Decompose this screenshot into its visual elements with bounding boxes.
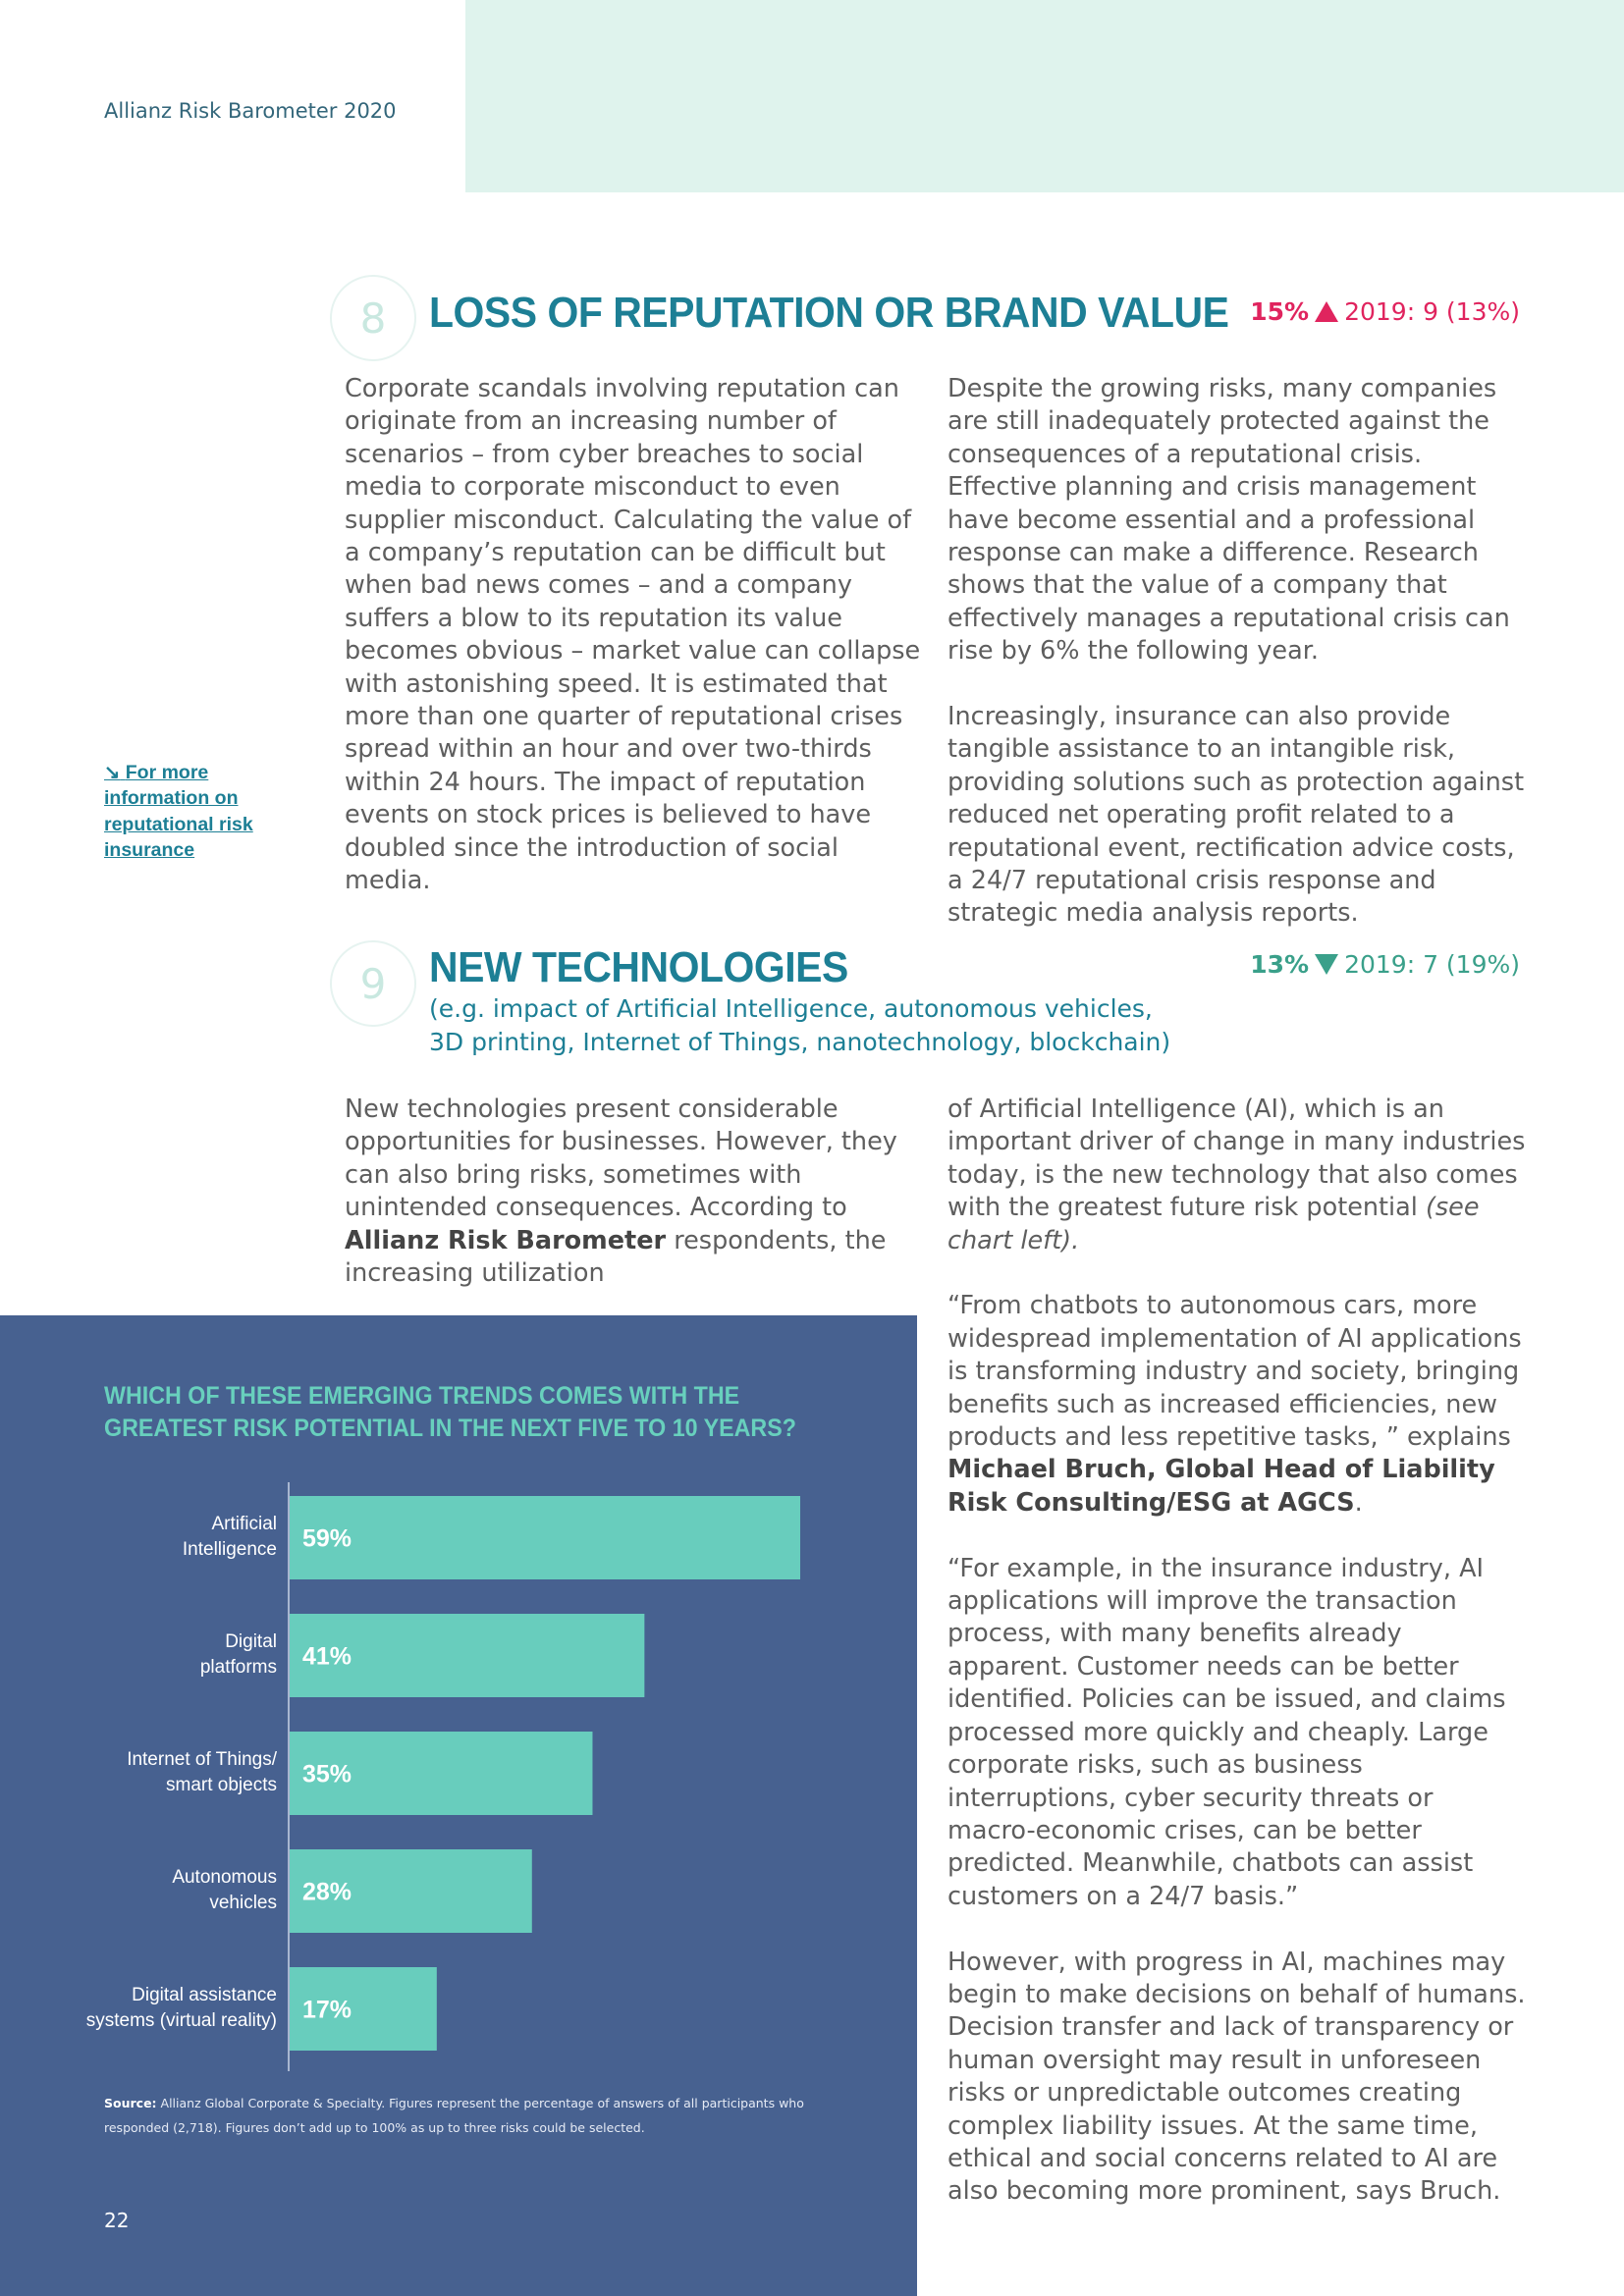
previous-ranking: 2019: 7 (19%): [1344, 950, 1520, 979]
bar-chart: [0, 1315, 917, 2091]
section-number-badge: 8: [330, 275, 416, 361]
chart-value-label: 41%: [302, 1642, 352, 1671]
ranking-percent: 15%: [1250, 297, 1310, 326]
paragraph: of Artificial Intelligence (AI), which is an important driver of change in many industries today, is the new technology that also comes with the greatest future risk potential (see chart left).: [947, 1095, 1526, 1255]
chart-category-label: systems (virtual reality): [85, 2010, 277, 2031]
chart-value-label: 35%: [302, 1760, 352, 1789]
chart-value-label: 28%: [302, 1878, 352, 1906]
ranking-percent: 13%: [1250, 950, 1310, 979]
paragraph: New technologies present considerable opportunities for businesses. However, they can also bring risks, sometimes with unintended consequences. According to Allianz Risk Barometer respondents, the increasing utilization: [345, 1095, 897, 1289]
chart-category-label: platforms: [199, 1657, 277, 1678]
paragraph: “From chatbots to autonomous cars, more widespread implementation of AI applications is transforming industry and society, bringing benefits such as increased efficiencies, new products and less repetitive tasks, ” explains Michael Bruch, Global Head of Liability Risk Consulting/ESG at AGCS.: [947, 1291, 1522, 1518]
paragraph: “For example, in the insurance industry, AI applications will improve the transaction process, with many benefits already apparent. Customer needs can be better identified. Policies can be issued, and claims processed more quickly and cheaply. Large corporate risks, such as business interruptions, cyber security threats or macro-economic crises, can be better predicted. Meanwhile, chatbots can assist customers on a 24/7 basis.”: [947, 1553, 1506, 1911]
section-subtitle: (e.g. impact of Artificial Intelligence, autonomous vehicles,: [429, 994, 1153, 1023]
chart-category-label: smart objects: [166, 1775, 277, 1795]
chart-bar: [290, 1496, 800, 1579]
chart-category-label: Intelligence: [182, 1539, 277, 1560]
section-number-badge: 9: [330, 940, 416, 1027]
section-subtitle: 3D printing, Internet of Things, nanotechnology, blockchain): [429, 1028, 1171, 1056]
more-info-link[interactable]: [104, 760, 291, 863]
section9-right-column: [947, 1094, 1527, 2209]
section-title: LOSS OF REPUTATION OR BRAND VALUE: [429, 289, 1229, 337]
paragraph: Increasingly, insurance can also provide tangible assistance to an intangible risk, providing solutions such as protection against reduced net operating profit related to a reputational event, rectification advice costs, a 24/7 reputational crisis response and strategic media analysis reports.: [947, 702, 1525, 929]
trend-down-icon: [1315, 954, 1338, 975]
chart-category-label: Digital assistance: [132, 1985, 277, 2005]
ranking-stat: [1250, 297, 1520, 326]
link-text: For more information on reputational risk insurance: [104, 762, 253, 861]
chart-category-label: Artificial: [211, 1514, 277, 1534]
section-title: NEW TECHNOLOGIES: [429, 943, 848, 991]
paragraph: However, with progress in AI, machines may begin to make decisions on behalf of humans. Decision transfer and lack of transparency or human oversight may result in unforeseen risks or unpredictable outcomes creating complex liability issues. At the same time, ethical and social concerns related to AI are also becoming more prominent, says Bruch.: [947, 1947, 1526, 2207]
chart-value-label: 17%: [302, 1996, 352, 2024]
chart-category-label: vehicles: [209, 1893, 277, 1913]
paragraph: Corporate scandals involving reputation can originate from an increasing number of scenarios – from cyber breaches to social media to corporate misconduct to even supplier misconduct. Calculating the value of a company’s reputation can be difficult but when bad news comes – and a company suffers a blow to its reputation its value becomes obvious – market value can collapse with astonishing speed. It is estimated that more than one quarter of reputational crises spread within an hour and over two-thirds within 24 hours. The impact of reputation events on stock prices is believed to have doubled since the introduction of social media.: [345, 374, 921, 896]
section8-right-column: [947, 373, 1527, 931]
paragraph: Despite the growing risks, many companies are still inadequately protected against the consequences of a reputational crisis. Effective planning and crisis management have become essential and a professional response can make a difference. Research shows that the value of a company that effectively manages a reputational crisis can rise by 6% the following year.: [947, 374, 1510, 667]
previous-ranking: 2019: 9 (13%): [1344, 297, 1520, 326]
chart-category-label: Internet of Things/: [127, 1749, 277, 1770]
document-title: Allianz Risk Barometer 2020: [104, 99, 397, 123]
chart-source: Source: Allianz Global Corporate & Specialty. Figures represent the percentage of answers of all participants who responded (2,718). Figures don’t add up to 100% as up to three risks could be selected.: [104, 2096, 804, 2135]
chart-category-label: Autonomous: [172, 1867, 277, 1888]
section8-left-column: [345, 373, 924, 898]
trend-up-icon: [1315, 301, 1338, 322]
section9-left-column: [345, 1094, 924, 1290]
ranking-stat: [1250, 950, 1520, 979]
chart-title: WHICH OF THESE EMERGING TRENDS COMES WITH THE GREATEST RISK POTENTIAL IN THE NEXT FIVE TO 10 YEARS?: [104, 1382, 796, 1442]
chart-category-label: Digital: [225, 1631, 277, 1652]
page-number: 22: [104, 2209, 130, 2232]
header-band: [465, 0, 1624, 192]
arrow-down-right-icon: ↘: [104, 762, 121, 783]
chart-value-label: 59%: [302, 1524, 352, 1553]
